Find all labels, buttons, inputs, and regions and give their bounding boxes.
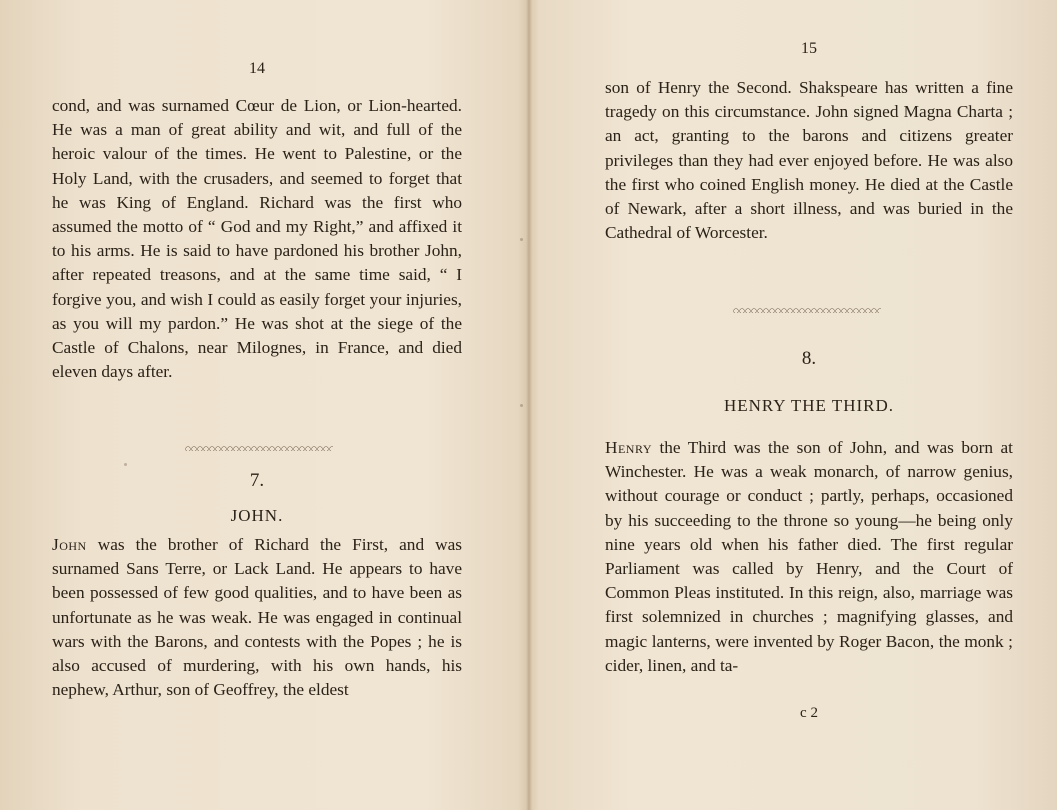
page-number: 14 bbox=[249, 60, 265, 77]
section-number: 7. bbox=[249, 470, 265, 491]
paper-speck bbox=[520, 238, 523, 241]
section-body-text: was the brother of Richard the First, and was surnamed Sans Terre, or Lack Land. He appears to have been possessed of few good qualities, and to have been as unfortunate as he was weak. He was engaged in continual wars with the Barons, and contests with the Popes ; he is also accused of murdering, with his own hands, his nephew, Arthur, son of Geoffrey, the eldest bbox=[52, 535, 462, 700]
left-page bbox=[52, 0, 462, 810]
book-gutter bbox=[526, 0, 532, 810]
section-body-text: the Third was the son of John, and was born at Winchester. He was a weak monarch, of narrow genius, without courage or conduct ; partly, perhaps, occasioned by his succeeding to the throne so young—he being only nine years old when his father died. The first regular Parliament was called by Henry, and the Court of Common Pleas instituted. In this reign, also, marriage was first solemnized in churches ; magnifying glasses, and magic lanterns, were invented by Roger Bacon, the monk ; cider, linen, and ta- bbox=[605, 438, 1013, 675]
continued-text: son of Henry the Second. Shakspeare has written a fine tragedy on this circumstance. John signed Magna Charta ; an act, granting to the barons and citizens greater privileges than they had ever enjoyed before. He was also the first who coined English money. He died at the Castle of Newark, after a short illness, and was buried in the Cathedral of Worcester. bbox=[605, 78, 1013, 243]
section-heading: JOHN. bbox=[230, 506, 284, 525]
section-lead-word: John bbox=[52, 535, 87, 554]
section-divider-ornament bbox=[185, 443, 333, 451]
right-page bbox=[605, 0, 1013, 810]
page-number: 15 bbox=[801, 40, 817, 57]
section-heading: HENRY THE THIRD. bbox=[723, 396, 895, 415]
section-body bbox=[605, 436, 1013, 678]
section-divider-ornament bbox=[733, 305, 881, 313]
section-lead-word: Henry bbox=[605, 438, 652, 457]
continued-text: cond, and was surnamed Cœur de Lion, or Lion-hearted. He was a man of great ability and wit, and full of the heroic valour of the times. He went to Palestine, or the Holy Land, with the crusaders, and seemed to forget that he was King of England. Richard was the first who assumed the motto of “ God and my Right,” and affixed it to his arms. He is said to have pardoned his brother John, after repeated treasons, and at the same time said, “ I forgive you, and wish I could as easily forget your injuries, as you will my pardon.” He was shot at the siege of the Castle of Chalons, near Milognes, in France, and died eleven days after. bbox=[52, 96, 462, 382]
paper-speck bbox=[520, 404, 523, 407]
section-body bbox=[52, 533, 462, 702]
signature-mark: c 2 bbox=[800, 705, 818, 721]
section-number: 8. bbox=[801, 348, 817, 369]
